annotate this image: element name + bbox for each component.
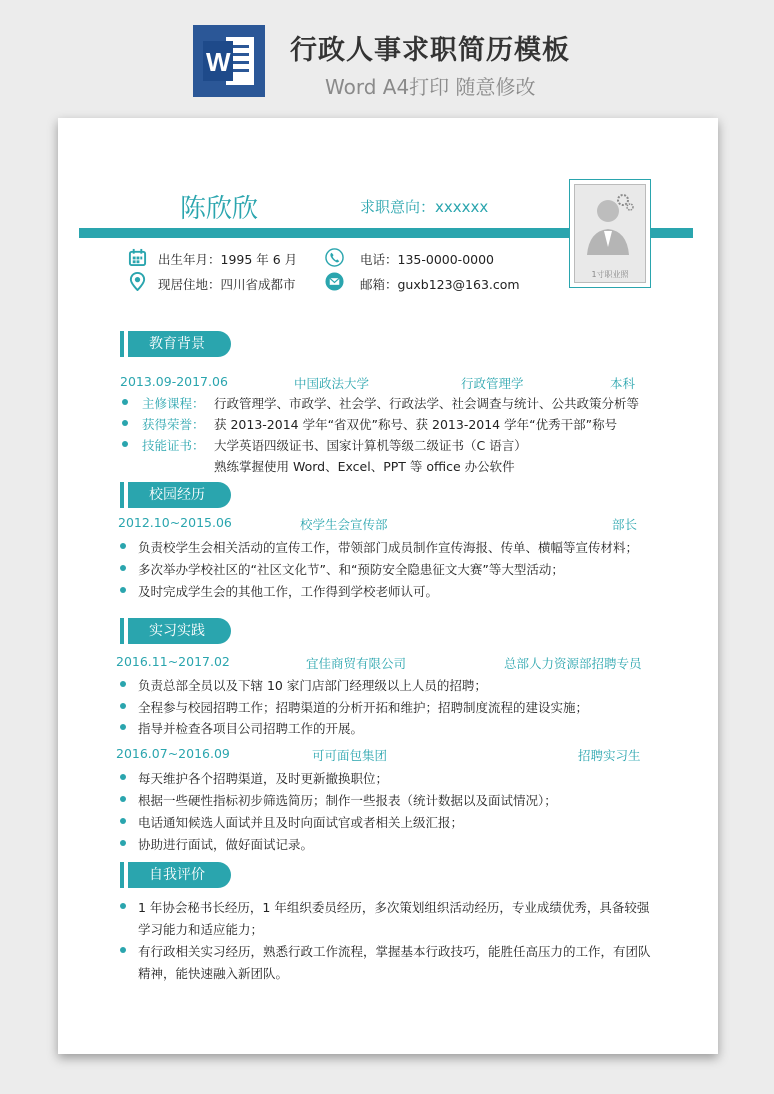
job2-item: 协助进行面试，做好面试记录。 — [138, 837, 314, 852]
education-major: 行政管理学 — [461, 376, 524, 391]
person-silhouette-icon — [575, 185, 645, 265]
job2-item: 根据一些硬性指标初步筛选简历；制作一些报表（统计数据以及面试情况）； — [138, 793, 557, 808]
self-eval-title: 自我评价 — [128, 862, 231, 888]
bullet-dot — [120, 947, 126, 953]
bullet-dot — [122, 399, 128, 405]
job2-role: 招聘实习生 — [578, 748, 641, 763]
phone-icon — [325, 248, 344, 267]
campus-title: 校园经历 — [128, 482, 231, 508]
word-icon-letter: W — [206, 47, 231, 77]
campus-item: 多次举办学校社区的“社区文化节”、和“预防安全隐患征文大赛”等大型活动； — [138, 562, 564, 577]
job2-item: 每天维护各个招聘渠道，及时更新撤换职位； — [138, 771, 389, 786]
education-section-header — [120, 331, 240, 357]
campus-item: 及时完成学生会的其他工作，工作得到学校老师认可。 — [138, 584, 439, 599]
bullet-dot — [120, 681, 126, 687]
honors-label: 获得荣誉： — [142, 417, 205, 432]
campus-item: 负责校学生会相关活动的宣传工作，带领部门成员制作宣传海报、传单、横幅等宣传材料； — [138, 540, 639, 555]
courses-text: 行政管理学、市政学、社会学、行政法学、社会调查与统计、公共政策分析等 — [214, 396, 640, 411]
self-eval-item-1-line-1: 1 年协会秘书长经历，1 年组织委员经历，多次策划组织活动经历，专业成绩优秀，具备较强 — [138, 900, 650, 915]
photo-caption: 1寸职业照 — [591, 270, 629, 279]
job2-company: 可可面包集团 — [312, 748, 388, 763]
self-eval-item-2-line-1: 有行政相关实习经历，熟悉行政工作流程，掌握基本行政技巧，能胜任高压力的工作，有团队 — [138, 944, 651, 959]
self-eval-item-1-line-2: 学习能力和适应能力； — [138, 922, 264, 937]
bullet-dot — [120, 796, 126, 802]
job-intent: 求职意向：xxxxxx — [360, 198, 489, 216]
self-eval-section-header — [120, 862, 240, 888]
job1-date: 2016.11~2017.02 — [116, 654, 230, 669]
skills-text-2: 熟练掌握使用 Word、Excel、PPT 等 office 办公软件 — [214, 459, 515, 474]
bullet-dot — [120, 774, 126, 780]
phone-number: 电话：135-0000-0000 — [360, 252, 495, 267]
bullet-dot — [120, 543, 126, 549]
job2-date: 2016.07~2016.09 — [116, 746, 230, 761]
job1-item: 指导并检查各项目公司招聘工作的开展。 — [138, 721, 364, 736]
education-date: 2013.09-2017.06 — [120, 374, 228, 389]
candidate-name: 陈欣欣 — [180, 194, 259, 224]
job1-company: 宜佳商贸有限公司 — [306, 656, 407, 671]
birth-date: 出生年月：1995 年 6 月 — [158, 252, 298, 267]
bullet-dot — [120, 903, 126, 909]
photo-frame — [569, 179, 651, 288]
campus-section-header — [120, 482, 240, 508]
bullet-dot — [120, 703, 126, 709]
campus-date: 2012.10~2015.06 — [118, 515, 232, 530]
job2-item: 电话通知候选人面试并且及时向面试官或者相关上级汇报； — [138, 815, 464, 830]
courses-label: 主修课程： — [142, 396, 205, 411]
email-icon — [325, 272, 344, 291]
internship-section-header — [120, 618, 240, 644]
job1-item: 负责总部全员以及下辖 10 家门店部门经理级以上人员的招聘； — [138, 678, 487, 693]
word-app-icon — [193, 25, 265, 97]
education-title: 教育背景 — [128, 331, 231, 357]
section-tick — [120, 331, 124, 357]
banner-title: 行政人事求职简历模板 — [290, 35, 570, 66]
job1-role: 总部人力资源部招聘专员 — [504, 656, 642, 671]
honors-text: 获 2013-2014 学年“省双优”称号、获 2013-2014 学年“优秀干部”称号 — [214, 417, 618, 432]
section-tick — [120, 618, 124, 644]
bullet-dot — [120, 840, 126, 846]
bullet-dot — [122, 420, 128, 426]
section-tick — [120, 862, 124, 888]
internship-title: 实习实践 — [128, 618, 231, 644]
skills-label: 技能证书： — [142, 438, 205, 453]
location-pin-icon — [128, 272, 147, 291]
resume-page — [58, 118, 718, 1054]
bullet-dot — [120, 724, 126, 730]
skills-text-1: 大学英语四级证书、国家计算机等级二级证书（C 语言） — [214, 438, 527, 453]
watermark: ​ — [92, 459, 104, 482]
bullet-dot — [120, 565, 126, 571]
banner-subtitle: Word A4打印 随意修改 — [325, 75, 536, 99]
education-school: 中国政法大学 — [294, 376, 370, 391]
job1-item: 全程参与校园招聘工作；招聘渠道的分析开拓和维护；招聘制度流程的建设实施； — [138, 700, 589, 715]
campus-role: 部长 — [612, 517, 638, 532]
bullet-dot — [122, 441, 128, 447]
residence: 现居住地：四川省成都市 — [158, 277, 296, 292]
email-address: 邮箱：guxb123@163.com — [360, 277, 520, 292]
calendar-icon — [128, 248, 147, 267]
section-tick — [120, 482, 124, 508]
bullet-dot — [120, 587, 126, 593]
photo-placeholder — [574, 184, 646, 283]
bullet-dot — [120, 818, 126, 824]
education-degree: 本科 — [610, 376, 636, 391]
self-eval-item-2-line-2: 精神，能快速融入新团队。 — [138, 966, 289, 981]
campus-org: 校学生会宣传部 — [300, 517, 388, 532]
